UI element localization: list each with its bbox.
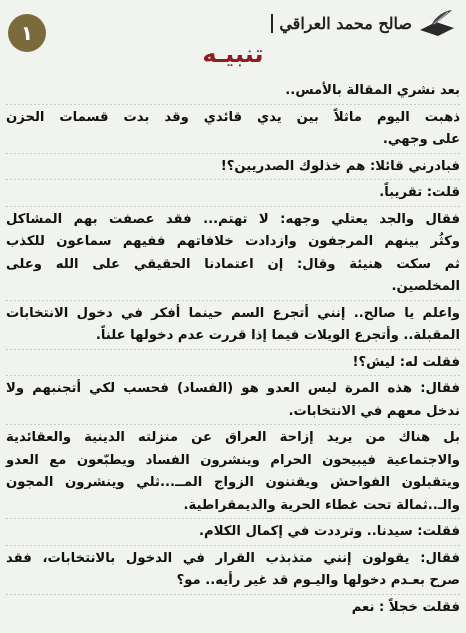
dotted-divider <box>6 375 460 376</box>
text-line: قلت: تقريباً. <box>379 185 460 200</box>
paragraph <box>6 352 460 375</box>
text-line: فقال والجد يعتلي وجهه: لا تهتم... فقد عصفت بهم المشاكل <box>6 211 460 227</box>
dotted-divider <box>6 153 460 154</box>
text-line: بعد نشري المقالة بالأمس.. <box>285 83 460 98</box>
paragraph <box>6 107 460 152</box>
text-line: فقال: هذه المرة ليس العدو هو (الفساد) فحسب لكي أتجنبهم ولا <box>6 381 460 396</box>
paragraph <box>6 80 460 103</box>
text-line: واعلم يا صالح.. إنني أتجرع السم حينما أفكر في دخول الانتخابات <box>6 305 460 321</box>
text-line: فبادرني قائلا: هم خذلوك الصدريين؟! <box>220 158 460 174</box>
dotted-divider <box>6 424 460 425</box>
page-number: ١ <box>20 21 34 45</box>
dotted-divider <box>6 104 460 105</box>
dotted-divider <box>6 300 460 301</box>
text-line: على وجهي. <box>382 132 460 147</box>
text-line: ثم سكت هنيئة وقال: إن اعتمادنا الحقيقي على الله وعلى <box>6 256 460 272</box>
text-line: والاجتماعية فيبيحون الحرام وينشرون الفساد ويطبّعون مع العدو <box>6 452 460 468</box>
text-line: فقلت له: ليش؟! <box>352 354 460 370</box>
text-line: ندخل معهم في الانتخابات. <box>288 403 460 419</box>
paragraph <box>6 182 460 205</box>
paragraph <box>6 597 460 620</box>
text-line: فقال: يقولون إنني متذبذب القرار في الدخول بالانتخابات، فقد <box>6 550 460 566</box>
paragraph <box>6 548 460 593</box>
article-body <box>6 80 460 619</box>
text-line: صرح بعـدم دخولها واليـوم قد غير رأيه.. مو؟ <box>176 573 460 588</box>
text-line: بل هناك من يريد إزاحة العراق عن منزلته الدينية والعقائدية <box>6 430 460 445</box>
dotted-divider <box>6 594 460 595</box>
text-line: فقلت خجلاً : نعم <box>351 599 460 615</box>
dotted-divider <box>6 179 460 180</box>
quill-book-icon <box>418 8 456 38</box>
text-line: فقلت: سيدنا.. وترددت في إكمال الكلام. <box>199 524 460 539</box>
text-line: ذهبت اليوم ماثلاً بين يدي قائدي وقد بدت قسمات الحزن <box>6 109 460 125</box>
dotted-divider <box>6 349 460 350</box>
article-title: تنبيـه <box>202 40 264 68</box>
text-line: والـ..ثمالة تحت غطاء الحرية والديمقراطية. <box>183 497 460 513</box>
paragraph <box>6 378 460 423</box>
paragraph <box>6 427 460 517</box>
paragraph <box>6 303 460 348</box>
text-line: ويتقبلون الفواحش ويقننون الزواج المــ...ثلي وينشرون المجون <box>6 475 460 490</box>
paragraph <box>6 521 460 544</box>
paragraph <box>6 156 460 179</box>
dotted-divider <box>6 518 460 519</box>
text-line: المخلصين. <box>391 279 460 294</box>
text-line: المقبلة.. وأتجرع الويلات فيما إذا قررت عدم دخولها علناً. <box>95 328 460 343</box>
text-line: وكثُر بينهم المرجفون وازدادت خلافاتهم ففيهم سماعون للكذب <box>6 234 460 249</box>
brand-name: صالح محمد العراقي <box>271 14 412 33</box>
dotted-divider <box>6 545 460 546</box>
dotted-divider <box>6 206 460 207</box>
brand-header <box>271 8 456 38</box>
paragraph <box>6 209 460 299</box>
